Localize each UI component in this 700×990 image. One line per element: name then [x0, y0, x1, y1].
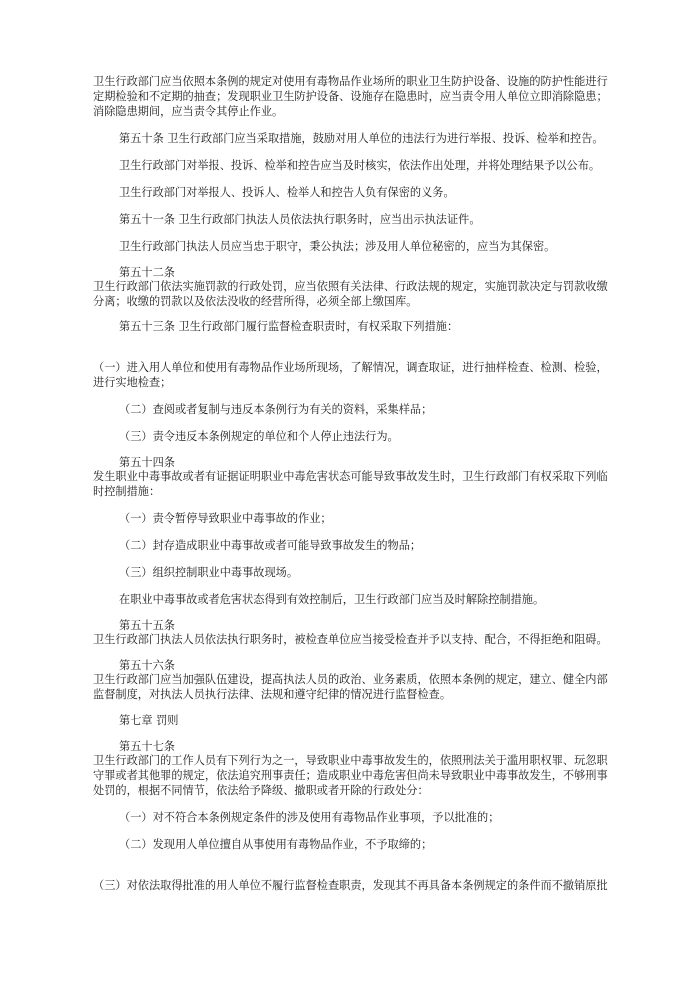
text-line: 发生职业中毒事故或者有证据证明职业中毒危害状态可能导致事故发生时，卫生行政部门有权采取下列临: [93, 470, 608, 483]
article-55-heading: 第五十五条: [119, 619, 175, 632]
list-item: （一）进入用人单位和使用有毒物品作业场所现场，了解情况，调查取证，进行抽样检查、检测、检验，: [93, 361, 608, 374]
article-53: 第五十三条 卫生行政部门履行监督检查职责时，有权采取下列措施：: [119, 320, 459, 333]
text-line: 卫生行政部门对举报、投诉、检举和控告应当及时核实，依法作出处理，并将处理结果予以公布。: [119, 159, 601, 172]
text-line: 监督制度，对执法人员执行法律、法规和遵守纪律的情况进行监督检查。: [93, 688, 452, 701]
text-line: 卫生行政部门执法人员应当忠于职守，秉公执法；涉及用人单位秘密的，应当为其保密。: [119, 240, 556, 253]
list-item: （三）对依法取得批准的用人单位不履行监督检查职责，发现其不再具备本条例规定的条件而不撤销原批: [93, 879, 608, 892]
text-line: 消除隐患期间，应当责令其停止作业。: [93, 105, 284, 118]
list-item: （二）封存造成职业中毒事故或者可能导致事故发生的物品；: [119, 539, 422, 552]
list-item: （一）责令暂停导致职业中毒事故的作业；: [119, 512, 332, 525]
text-line: 进行实地检查；: [93, 376, 172, 389]
text-line: 处罚的，根据不同情节，依法给予降级、撤职或者开除的行政处分：: [93, 784, 429, 797]
text-line: 卫生行政部门对举报人、投诉人、检举人和控告人负有保密的义务。: [119, 186, 455, 199]
text-line: 卫生行政部门执法人员依法执行职务时，被检查单位应当接受检查并予以支持、配合，不得拒绝和阻碍。: [93, 633, 608, 646]
article-50: 第五十条 卫生行政部门应当采取措施，鼓励对用人单位的违法行为进行举报、投诉、检举和控告。: [119, 132, 604, 145]
article-54-heading: 第五十四条: [119, 456, 175, 469]
text-line: 卫生行政部门应当加强队伍建设，提高执法人员的政治、业务素质，依照本条例的规定，建立、健全内部: [93, 673, 608, 686]
list-item: （三）责令违反本条例规定的单位和个人停止违法行为。: [119, 430, 399, 443]
chapter-heading: 第七章 罚则: [119, 714, 179, 727]
article-51: 第五十一条 卫生行政部门执法人员依法执行职务时，应当出示执法证件。: [119, 213, 481, 226]
list-item: （二）查阅或者复制与违反本条例行为有关的资料，采集样品；: [119, 403, 433, 416]
text-line: 分离；收缴的罚款以及依法没收的经营所得，必须全部上缴国库。: [93, 295, 418, 308]
text-line: 卫生行政部门的工作人员有下列行为之一，导致职业中毒事故发生的，依照刑法关于滥用职权罪、玩忽职: [93, 754, 608, 767]
article-52-heading: 第五十二条: [119, 266, 175, 279]
list-item: （三）组织控制职业中毒事故现场。: [119, 566, 299, 579]
text-line: 守罪或者其他罪的规定，依法追究刑事责任；造成职业中毒危害但尚未导致职业中毒事故发生，不够刑事: [93, 769, 608, 782]
text-line: 卫生行政部门依法实施罚款的行政处罚，应当依照有关法律、行政法规的规定，实施罚款决定与罚款收缴: [93, 280, 608, 293]
list-item: （一）对不符合本条例规定条件的涉及使用有毒物品作业事项，予以批准的；: [119, 811, 500, 824]
article-57-heading: 第五十七条: [119, 740, 175, 753]
list-item: （二）发现用人单位擅自从事使用有毒物品作业，不予取缔的；: [119, 838, 433, 851]
text-line: 定期检验和不定期的抽查；发现职业卫生防护设备、设施存在隐患时，应当责令用人单位立即消除隐患；: [93, 90, 608, 103]
text-line: 时控制措施：: [93, 485, 161, 498]
article-56-heading: 第五十六条: [119, 659, 175, 672]
text-line: 在职业中毒事故或者危害状态得到有效控制后，卫生行政部门应当及时解除控制措施。: [119, 593, 545, 606]
text-line: 卫生行政部门应当依照本条例的规定对使用有毒物品作业场所的职业卫生防护设备、设施的防护性能进行: [93, 75, 608, 88]
